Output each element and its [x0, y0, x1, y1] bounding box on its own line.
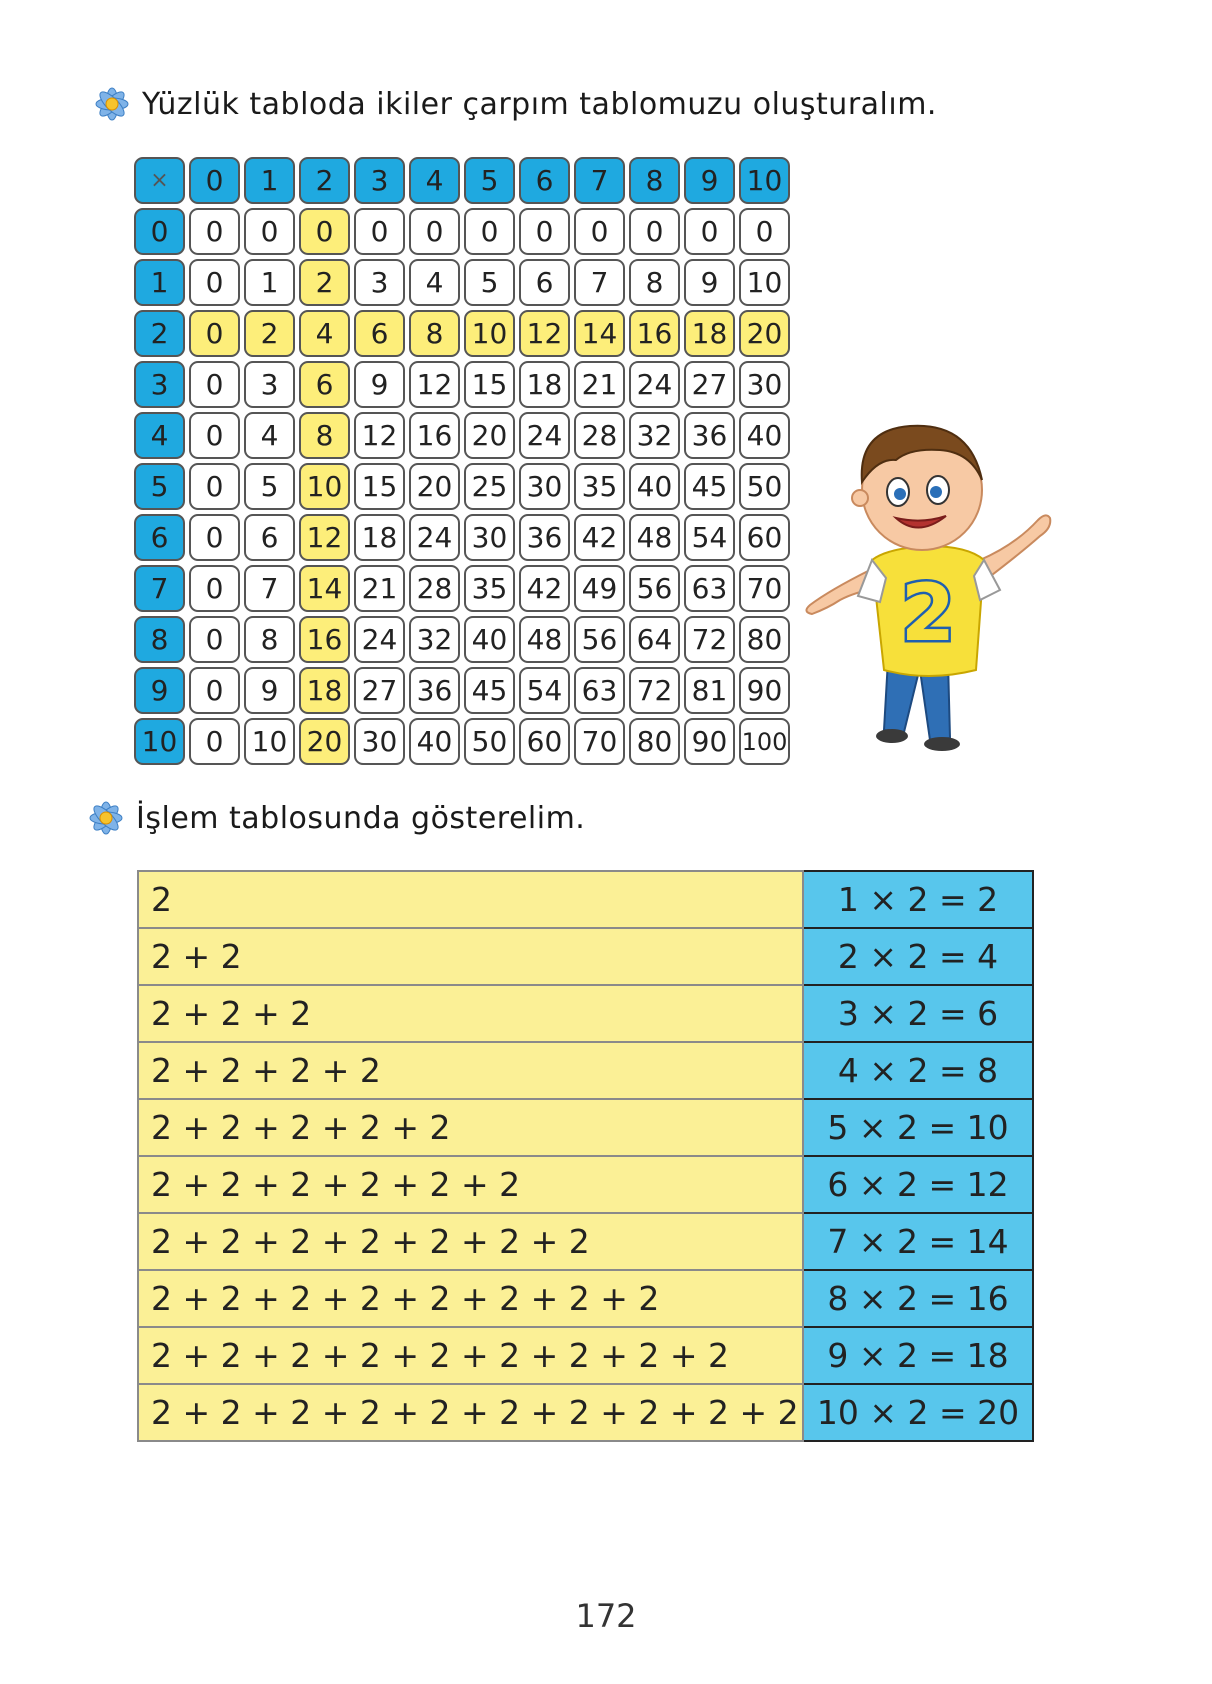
table-row — [138, 1384, 1033, 1441]
grid-cell: 35 — [464, 565, 515, 612]
grid-cell: 30 — [354, 718, 405, 765]
grid-cell: 7 — [574, 259, 625, 306]
grid-cell: 5 — [244, 463, 295, 510]
grid-cell: 0 — [189, 361, 240, 408]
grid-cell: 18 — [354, 514, 405, 561]
grid-cell: 3 — [244, 361, 295, 408]
grid-cell: 15 — [354, 463, 405, 510]
grid-cell: 4 — [409, 259, 460, 306]
grid-cell: 8 — [299, 412, 350, 459]
grid-row-header: 7 — [134, 565, 185, 612]
multiplication-cell: 2 × 2 = 4 — [803, 928, 1033, 985]
grid-cell: 54 — [519, 667, 570, 714]
heading-operation-table — [82, 798, 585, 838]
grid-cell: 56 — [574, 616, 625, 663]
grid-cell: 12 — [519, 310, 570, 357]
grid-cell: 14 — [299, 565, 350, 612]
grid-cell: 60 — [739, 514, 790, 561]
table-row — [138, 1270, 1033, 1327]
grid-cell: 14 — [574, 310, 625, 357]
grid-cell: 24 — [519, 412, 570, 459]
grid-cell: 10 — [299, 463, 350, 510]
grid-cell: 0 — [684, 208, 735, 255]
grid-cell: 0 — [189, 310, 240, 357]
grid-cell: 0 — [409, 208, 460, 255]
grid-cell: 0 — [244, 208, 295, 255]
grid-cell: 42 — [574, 514, 625, 561]
shirt-number: 2 — [900, 569, 956, 659]
table-row — [138, 1099, 1033, 1156]
grid-cell: 42 — [519, 565, 570, 612]
grid-cell: 0 — [189, 412, 240, 459]
grid-cell: 30 — [519, 463, 570, 510]
multiplication-cell: 9 × 2 = 18 — [803, 1327, 1033, 1384]
grid-cell: 4 — [244, 412, 295, 459]
grid-cell: 70 — [574, 718, 625, 765]
grid-cell: 0 — [189, 616, 240, 663]
grid-cell: 9 — [244, 667, 295, 714]
repeated-addition-cell: 2 + 2 + 2 + 2 + 2 — [138, 1099, 803, 1156]
multiplication-cell: 7 × 2 = 14 — [803, 1213, 1033, 1270]
grid-column-header: 7 — [574, 157, 625, 204]
grid-column-header: 0 — [189, 157, 240, 204]
grid-cell: 16 — [299, 616, 350, 663]
grid-column-header: 1 — [244, 157, 295, 204]
grid-cell: 9 — [354, 361, 405, 408]
grid-cell: 80 — [739, 616, 790, 663]
boy-illustration — [800, 400, 1060, 760]
grid-row-header: 4 — [134, 412, 185, 459]
grid-cell: 32 — [629, 412, 680, 459]
grid-cell: 60 — [519, 718, 570, 765]
grid-column-header: 3 — [354, 157, 405, 204]
grid-row-header: 2 — [134, 310, 185, 357]
grid-cell: 72 — [629, 667, 680, 714]
table-row — [138, 928, 1033, 985]
grid-cell: 10 — [464, 310, 515, 357]
grid-row-header: 3 — [134, 361, 185, 408]
grid-cell: 2 — [244, 310, 295, 357]
heading-multiplication-grid — [88, 84, 937, 124]
grid-cell: 0 — [189, 208, 240, 255]
repeated-addition-cell: 2 + 2 + 2 + 2 + 2 + 2 + 2 + 2 — [138, 1270, 803, 1327]
grid-cell: 16 — [629, 310, 680, 357]
grid-cell: 5 — [464, 259, 515, 306]
grid-cell: 8 — [244, 616, 295, 663]
table-row — [138, 1156, 1033, 1213]
grid-cell: 54 — [684, 514, 735, 561]
grid-cell: 32 — [409, 616, 460, 663]
grid-column-header: 4 — [409, 157, 460, 204]
grid-cell: 36 — [684, 412, 735, 459]
grid-cell: 0 — [189, 463, 240, 510]
grid-cell: 6 — [244, 514, 295, 561]
grid-cell: 0 — [299, 208, 350, 255]
grid-cell: 45 — [684, 463, 735, 510]
grid-cell: 0 — [464, 208, 515, 255]
grid-cell: 40 — [739, 412, 790, 459]
grid-cell: 24 — [409, 514, 460, 561]
grid-cell: 3 — [354, 259, 405, 306]
grid-cell: 80 — [629, 718, 680, 765]
grid-cell: 50 — [464, 718, 515, 765]
grid-row-header: 0 — [134, 208, 185, 255]
grid-cell: 4 — [299, 310, 350, 357]
flower-icon — [88, 84, 136, 124]
grid-cell: 48 — [519, 616, 570, 663]
grid-column-header: 6 — [519, 157, 570, 204]
grid-cell: 0 — [739, 208, 790, 255]
operation-table — [137, 870, 1034, 1442]
grid-cell: 8 — [629, 259, 680, 306]
grid-cell: 28 — [409, 565, 460, 612]
grid-cell: 90 — [739, 667, 790, 714]
grid-corner: × — [134, 157, 185, 204]
table-row — [138, 871, 1033, 928]
grid-cell: 50 — [739, 463, 790, 510]
grid-cell: 16 — [409, 412, 460, 459]
grid-cell: 64 — [629, 616, 680, 663]
repeated-addition-cell: 2 + 2 + 2 + 2 + 2 + 2 + 2 + 2 + 2 + 2 — [138, 1384, 803, 1441]
grid-cell: 72 — [684, 616, 735, 663]
table-row — [138, 1042, 1033, 1099]
grid-cell: 6 — [519, 259, 570, 306]
repeated-addition-cell: 2 + 2 + 2 + 2 — [138, 1042, 803, 1099]
grid-cell: 36 — [519, 514, 570, 561]
table-row — [138, 985, 1033, 1042]
repeated-addition-cell: 2 + 2 + 2 — [138, 985, 803, 1042]
grid-cell: 48 — [629, 514, 680, 561]
grid-cell: 12 — [409, 361, 460, 408]
grid-cell: 25 — [464, 463, 515, 510]
grid-cell: 100 — [739, 718, 790, 765]
grid-cell: 6 — [299, 361, 350, 408]
grid-cell: 56 — [629, 565, 680, 612]
grid-cell: 63 — [684, 565, 735, 612]
grid-cell: 10 — [244, 718, 295, 765]
grid-cell: 40 — [629, 463, 680, 510]
grid-cell: 49 — [574, 565, 625, 612]
grid-row-header: 1 — [134, 259, 185, 306]
grid-cell: 15 — [464, 361, 515, 408]
grid-cell: 12 — [299, 514, 350, 561]
grid-cell: 40 — [464, 616, 515, 663]
grid-cell: 20 — [464, 412, 515, 459]
multiplication-cell: 8 × 2 = 16 — [803, 1270, 1033, 1327]
grid-cell: 28 — [574, 412, 625, 459]
multiplication-cell: 6 × 2 = 12 — [803, 1156, 1033, 1213]
grid-cell: 21 — [574, 361, 625, 408]
grid-cell: 21 — [354, 565, 405, 612]
grid-cell: 7 — [244, 565, 295, 612]
grid-cell: 18 — [684, 310, 735, 357]
grid-cell: 30 — [464, 514, 515, 561]
grid-cell: 0 — [189, 718, 240, 765]
multiplication-grid — [134, 157, 790, 765]
grid-cell: 27 — [354, 667, 405, 714]
grid-cell: 81 — [684, 667, 735, 714]
grid-row-header: 6 — [134, 514, 185, 561]
grid-cell: 0 — [519, 208, 570, 255]
multiplication-cell: 4 × 2 = 8 — [803, 1042, 1033, 1099]
grid-cell: 1 — [244, 259, 295, 306]
grid-column-header: 8 — [629, 157, 680, 204]
grid-cell: 20 — [409, 463, 460, 510]
grid-cell: 18 — [299, 667, 350, 714]
grid-row-header: 10 — [134, 718, 185, 765]
grid-cell: 8 — [409, 310, 460, 357]
grid-column-header: 5 — [464, 157, 515, 204]
grid-cell: 2 — [299, 259, 350, 306]
grid-cell: 0 — [189, 259, 240, 306]
grid-cell: 0 — [189, 514, 240, 561]
repeated-addition-cell: 2 — [138, 871, 803, 928]
heading-text: Yüzlük tabloda ikiler çarpım tablomuzu oluşturalım. — [142, 86, 937, 122]
grid-cell: 18 — [519, 361, 570, 408]
table-row — [138, 1327, 1033, 1384]
grid-cell: 9 — [684, 259, 735, 306]
grid-cell: 36 — [409, 667, 460, 714]
repeated-addition-cell: 2 + 2 + 2 + 2 + 2 + 2 + 2 — [138, 1213, 803, 1270]
grid-cell: 24 — [629, 361, 680, 408]
grid-cell: 90 — [684, 718, 735, 765]
grid-row-header: 5 — [134, 463, 185, 510]
table-row — [138, 1213, 1033, 1270]
grid-column-header: 2 — [299, 157, 350, 204]
grid-cell: 10 — [739, 259, 790, 306]
grid-cell: 6 — [354, 310, 405, 357]
flower-icon — [82, 798, 130, 838]
grid-cell: 63 — [574, 667, 625, 714]
repeated-addition-cell: 2 + 2 + 2 + 2 + 2 + 2 — [138, 1156, 803, 1213]
page-number: 172 — [575, 1597, 637, 1635]
grid-cell: 40 — [409, 718, 460, 765]
grid-row-header: 8 — [134, 616, 185, 663]
heading-text: İşlem tablosunda gösterelim. — [136, 800, 586, 836]
grid-cell: 0 — [189, 667, 240, 714]
grid-column-header: 10 — [739, 157, 790, 204]
grid-cell: 70 — [739, 565, 790, 612]
grid-cell: 24 — [354, 616, 405, 663]
grid-cell: 0 — [574, 208, 625, 255]
multiplication-cell: 1 × 2 = 2 — [803, 871, 1033, 928]
repeated-addition-cell: 2 + 2 — [138, 928, 803, 985]
grid-cell: 35 — [574, 463, 625, 510]
grid-cell: 20 — [299, 718, 350, 765]
multiplication-cell: 3 × 2 = 6 — [803, 985, 1033, 1042]
grid-cell: 30 — [739, 361, 790, 408]
grid-column-header: 9 — [684, 157, 735, 204]
grid-cell: 45 — [464, 667, 515, 714]
multiplication-cell: 10 × 2 = 20 — [803, 1384, 1033, 1441]
grid-cell: 0 — [629, 208, 680, 255]
grid-cell: 0 — [189, 565, 240, 612]
repeated-addition-cell: 2 + 2 + 2 + 2 + 2 + 2 + 2 + 2 + 2 — [138, 1327, 803, 1384]
grid-cell: 0 — [354, 208, 405, 255]
grid-row-header: 9 — [134, 667, 185, 714]
grid-cell: 27 — [684, 361, 735, 408]
grid-cell: 12 — [354, 412, 405, 459]
grid-cell: 20 — [739, 310, 790, 357]
multiplication-cell: 5 × 2 = 10 — [803, 1099, 1033, 1156]
